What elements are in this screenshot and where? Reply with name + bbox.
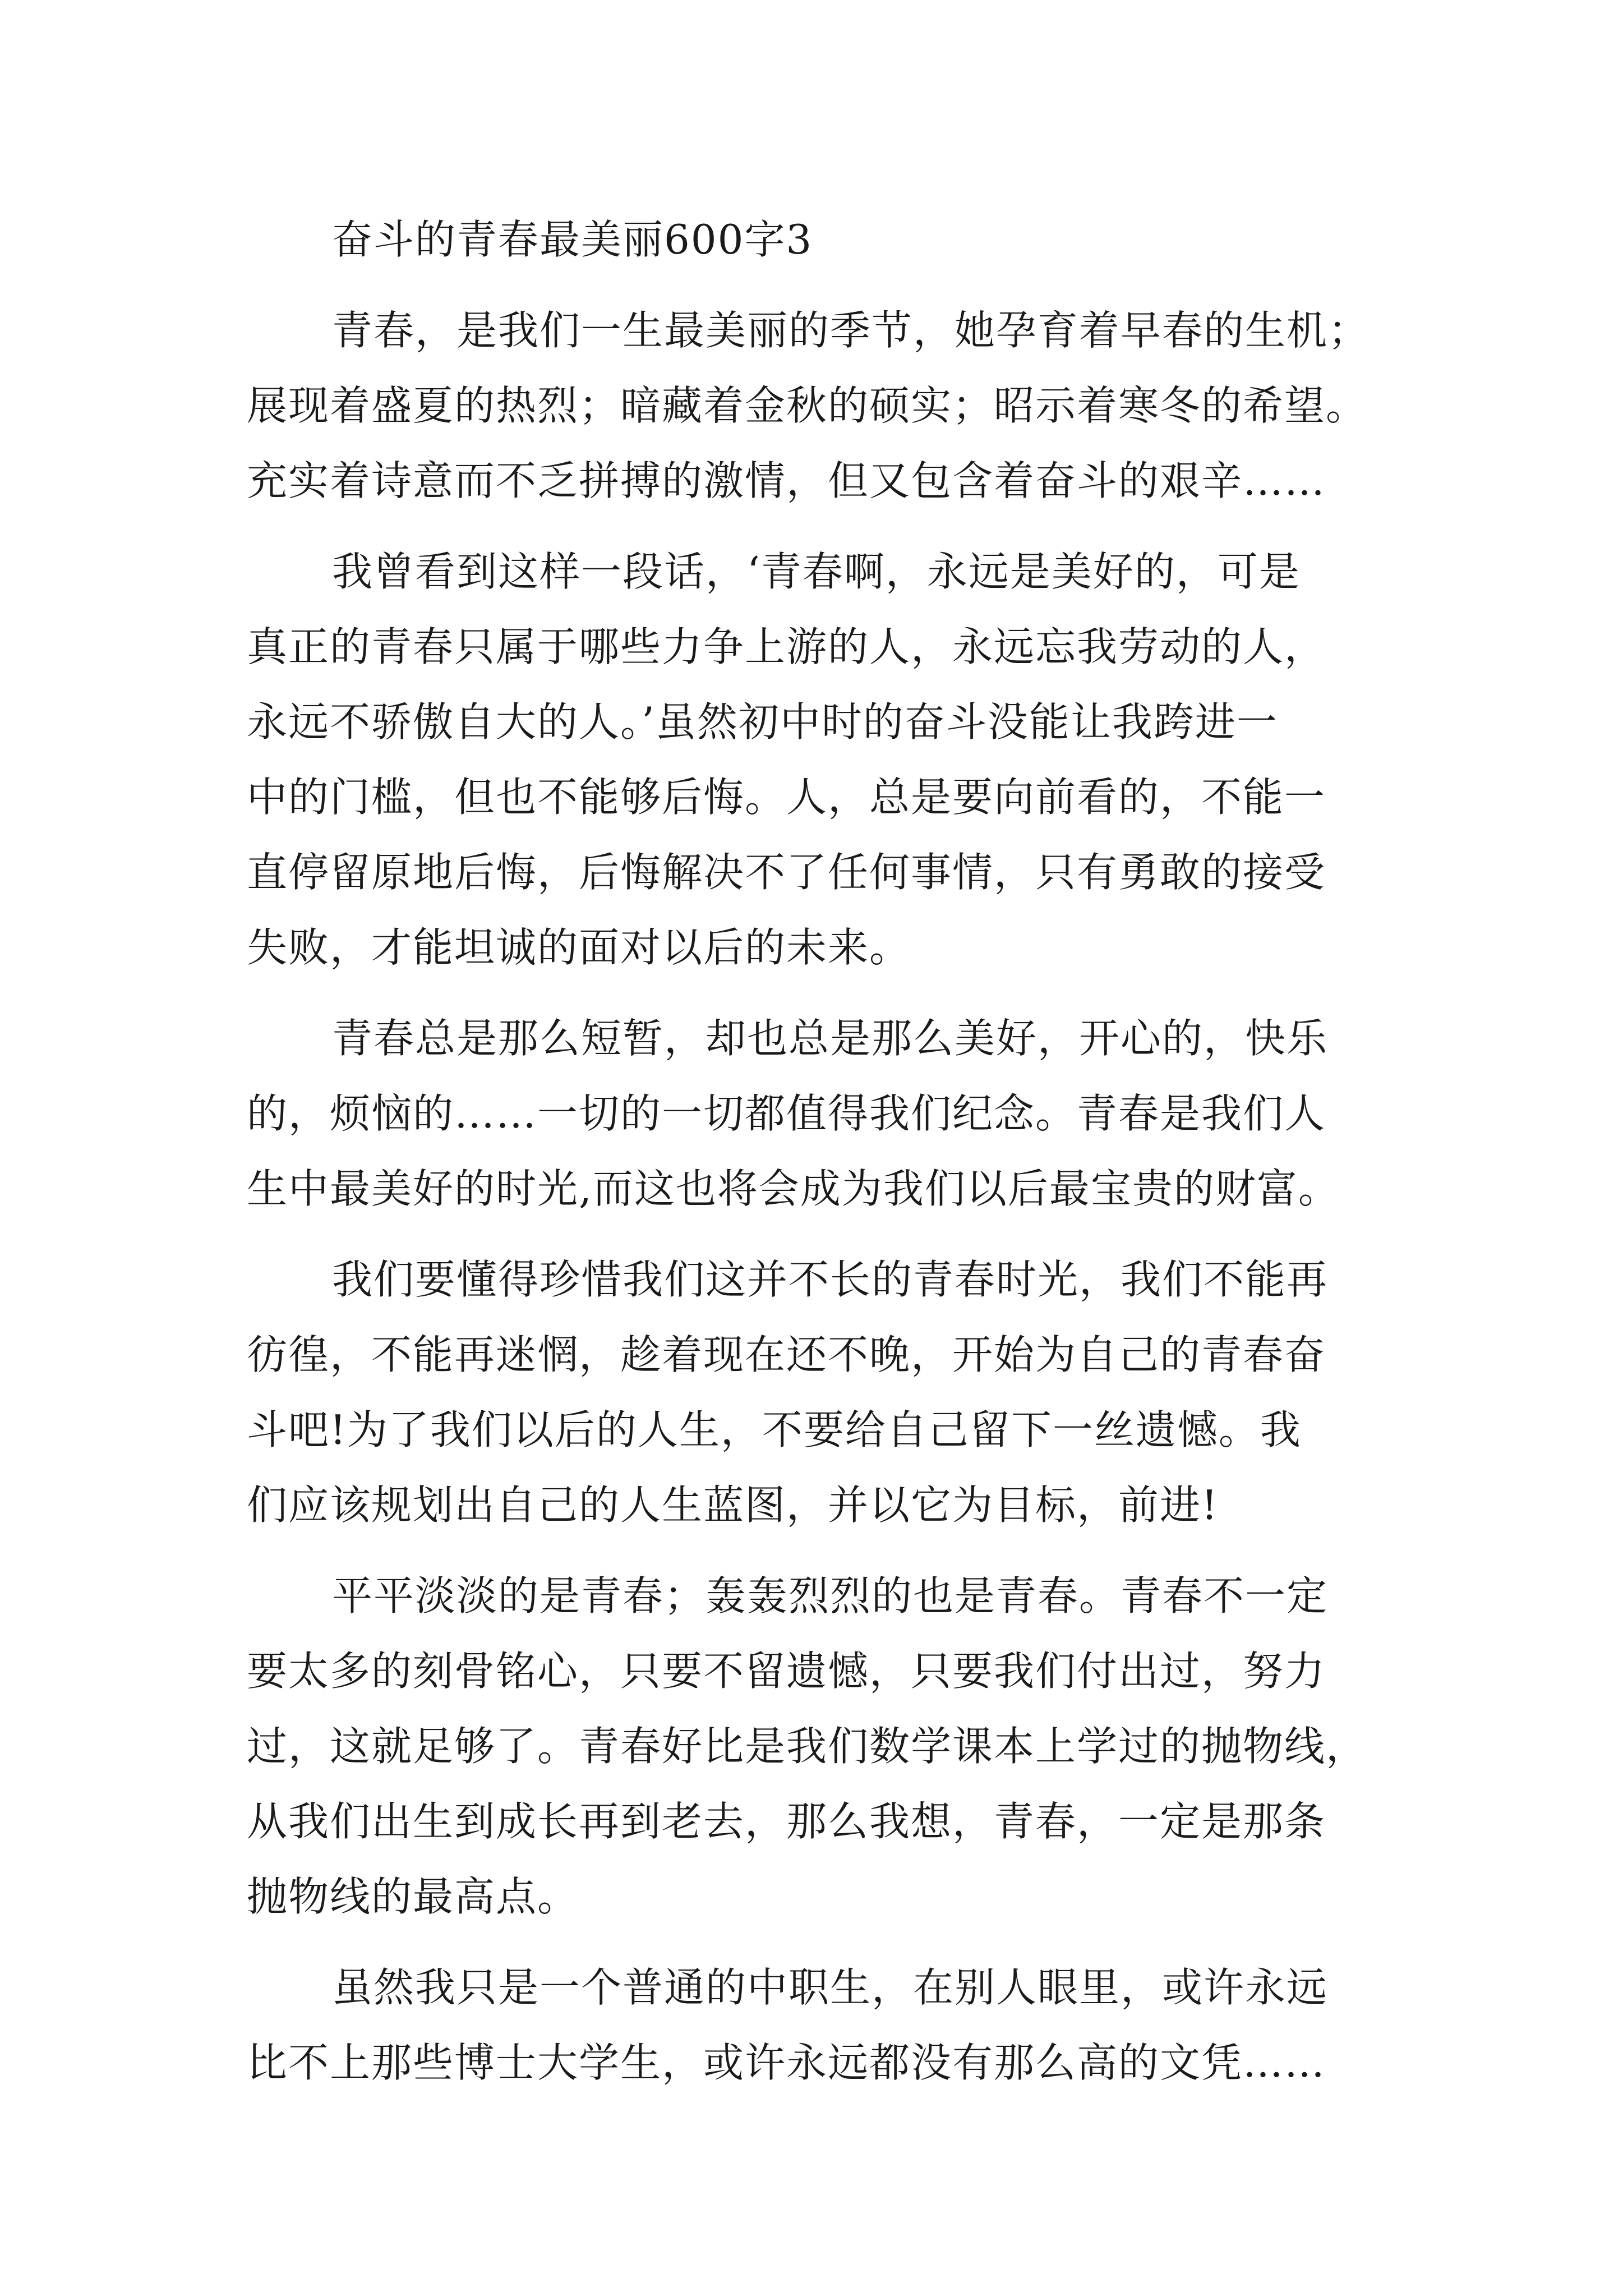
paragraph-line: 青春总是那么短暂，却也总是那么美好，开心的，快乐 [332,1015,1329,1062]
paragraph-line: 彷徨，不能再迷惘，趁着现在还不晚，开始为自己的青春奋 [247,1331,1326,1378]
paragraph-line: 要太多的刻骨铭心，只要不留遗憾，只要我们付出过，努力 [247,1648,1326,1695]
paragraph-line: 直停留原地后悔，后悔解决不了任何事情，只有勇敢的接受 [247,849,1326,896]
paragraph-line: 失败，才能坦诚的面对以后的未来。 [247,924,911,971]
document-title: 奋斗的青春最美丽600字3 [332,216,813,263]
paragraph-line: 们应该规划出自己的人生蓝图，并以它为目标，前进! [247,1481,1219,1529]
paragraph-6 [247,1950,1381,2100]
paragraph-line: 中的门槛，但也不能够后悔。人，总是要向前看的，不能一 [247,774,1326,821]
paragraph-line: 真正的青春只属于哪些力争上游的人，永远忘我劳动的人， [247,623,1326,670]
paragraph-4 [247,1242,1381,1543]
paragraph-line: 青春，是我们一生最美丽的季节，她孕育着早春的生机； [332,307,1370,354]
paragraph-line: 我曾看到这样一段话，‘青春啊，永远是美好的，可是 [332,548,1301,595]
paragraph-line: 从我们出生到成长再到老去，那么我想，青春，一定是那条 [247,1798,1326,1845]
paragraph-line: 我们要懂得珍惜我们这并不长的青春时光，我们不能再 [332,1256,1329,1303]
paragraph-line: 斗吧!为了我们以后的人生，不要给自己留下一丝遗憾。我 [247,1406,1302,1453]
paragraph-line: 生中最美好的时光,而这也将会成为我们以后最宝贵的财富。 [247,1165,1340,1212]
paragraph-3 [247,1001,1381,1226]
paragraph-line: 比不上那些博士大学生，或许永远都没有那么高的文凭…… [247,2039,1326,2086]
paragraph-line: 的，烦恼的……一切的一切都值得我们纪念。青春是我们人 [247,1090,1326,1137]
paragraph-line: 过，这就足够了。青春好比是我们数学课本上学过的抛物线， [247,1723,1368,1770]
paragraph-line: 虽然我只是一个普通的中职生，在别人眼里，或许永远 [332,1964,1329,2011]
paragraph-line: 平平淡淡的是青春；轰轰烈烈的也是青春。青春不一定 [332,1572,1329,1619]
paragraph-5 [247,1558,1381,1934]
paragraph-line: 永远不骄傲自大的人。’虽然初中时的奋斗没能让我跨进一 [247,698,1278,746]
document-body [247,202,1381,2100]
paragraph-line: 展现着盛夏的热烈；暗藏着金秋的硕实；昭示着寒冬的希望。 [247,382,1368,429]
paragraph-2 [247,534,1381,985]
paragraph-line: 充实着诗意而不乏拼搏的激情，但又包含着奋斗的艰辛…… [247,457,1326,504]
paragraph-1 [247,293,1381,518]
paragraph-line: 抛物线的最高点。 [247,1873,579,1920]
